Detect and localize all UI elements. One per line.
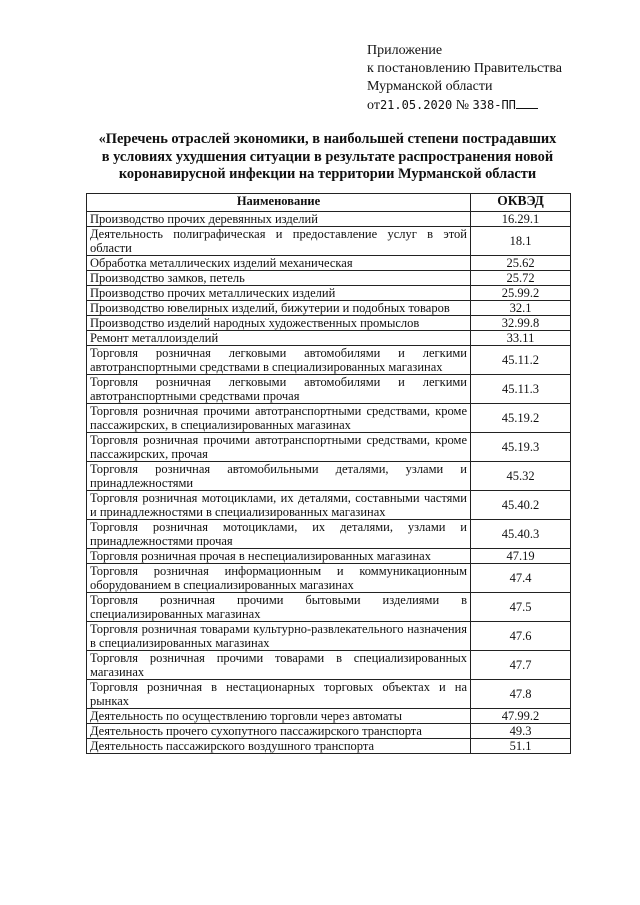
table-header-row <box>87 194 571 212</box>
industry-name: Деятельность прочего сухопутного пассажирского транспорта <box>87 724 471 739</box>
table-row <box>87 564 571 593</box>
appendix-line-3: Мурманской области <box>367 79 493 94</box>
industry-name: Производство прочих деревянных изделий <box>87 212 471 227</box>
industry-name: Торговля розничная прочая в неспециализированных магазинах <box>87 549 471 564</box>
industry-name: Торговля розничная легковыми автомобилями и легкими автотранспортными средствами в специализированных магазинах <box>87 346 471 375</box>
appendix-header <box>367 42 627 115</box>
resolution-date: 21.05.2020 <box>379 98 453 112</box>
industry-name: Торговля розничная мотоциклами, их деталями, составными частями и принадлежностями в специализированных магазинах <box>87 491 471 520</box>
document-title <box>80 131 575 184</box>
table-row <box>87 651 571 680</box>
table-row <box>87 227 571 256</box>
okved-code: 51.1 <box>471 739 571 754</box>
resolution-number: 338-ПП <box>472 98 516 112</box>
okved-code: 25.72 <box>471 271 571 286</box>
okved-code: 45.11.2 <box>471 346 571 375</box>
appendix-line-2: к постановлению Правительства <box>367 61 563 76</box>
okved-code: 45.32 <box>471 462 571 491</box>
industry-name: Торговля розничная мотоциклами, их деталями, узлами и принадлежностями прочая <box>87 520 471 549</box>
okved-code: 47.6 <box>471 622 571 651</box>
table-row <box>87 593 571 622</box>
industry-name: Торговля розничная легковыми автомобилями и легкими автотранспортными средствами прочая <box>87 375 471 404</box>
industry-name: Производство замков, петель <box>87 271 471 286</box>
table-row <box>87 680 571 709</box>
industry-name: Ремонт металлоизделий <box>87 331 471 346</box>
okved-code: 49.3 <box>471 724 571 739</box>
title-line-1: «Перечень отраслей экономики, в наибольшей степени пострадавших <box>98 131 557 147</box>
okved-code: 45.19.2 <box>471 404 571 433</box>
industries-table <box>86 193 571 754</box>
table-row <box>87 462 571 491</box>
okved-code: 47.5 <box>471 593 571 622</box>
industry-name: Торговля розничная автомобильными деталями, узлами и принадлежностями <box>87 462 471 491</box>
table-row <box>87 316 571 331</box>
okved-code: 18.1 <box>471 227 571 256</box>
appendix-line-1: Приложение <box>367 43 443 58</box>
okved-code: 45.40.3 <box>471 520 571 549</box>
table-row <box>87 549 571 564</box>
table-row <box>87 331 571 346</box>
table-row <box>87 346 571 375</box>
industry-name: Деятельность полиграфическая и предоставление услуг в этой области <box>87 227 471 256</box>
okved-code: 45.40.2 <box>471 491 571 520</box>
okved-code: 47.99.2 <box>471 709 571 724</box>
title-line-2: в условиях ухудшения ситуации в результате распространения новой <box>101 148 554 165</box>
signature-underline <box>516 107 538 109</box>
okved-code: 47.8 <box>471 680 571 709</box>
industry-name: Торговля розничная прочими бытовыми изделиями в специализированных магазинах <box>87 593 471 622</box>
okved-code: 16.29.1 <box>471 212 571 227</box>
okved-code: 25.62 <box>471 256 571 271</box>
table-row <box>87 212 571 227</box>
industry-name: Производство изделий народных художественных промыслов <box>87 316 471 331</box>
industry-name: Торговля розничная в нестационарных торговых объектах и на рынках <box>87 680 471 709</box>
industry-name: Торговля розничная товарами культурно-развлекательного назначения в специализированных магазинах <box>87 622 471 651</box>
industry-name: Производство прочих металлических изделий <box>87 286 471 301</box>
okved-code: 47.7 <box>471 651 571 680</box>
okved-code: 32.99.8 <box>471 316 571 331</box>
table-row <box>87 491 571 520</box>
okved-code: 45.11.3 <box>471 375 571 404</box>
industry-name: Обработка металлических изделий механическая <box>87 256 471 271</box>
table-row <box>87 404 571 433</box>
table-row <box>87 724 571 739</box>
industry-name: Торговля розничная прочими автотранспортными средствами, кроме пассажирских, прочая <box>87 433 471 462</box>
table-row <box>87 301 571 316</box>
header-name: Наименование <box>87 194 471 212</box>
okved-code: 45.19.3 <box>471 433 571 462</box>
industry-name: Торговля розничная прочими товарами в специализированных магазинах <box>87 651 471 680</box>
table-row <box>87 286 571 301</box>
industry-name: Торговля розничная информационным и коммуникационным оборудованием в специализированных магазинах <box>87 564 471 593</box>
table-row <box>87 709 571 724</box>
table-row <box>87 375 571 404</box>
number-sign: № <box>455 98 470 113</box>
okved-code: 33.11 <box>471 331 571 346</box>
industry-name: Деятельность пассажирского воздушного транспорта <box>87 739 471 754</box>
okved-code: 25.99.2 <box>471 286 571 301</box>
appendix-date-line <box>367 96 627 115</box>
from-label: от <box>367 98 380 113</box>
table-row <box>87 739 571 754</box>
industry-name: Торговля розничная прочими автотранспортными средствами, кроме пассажирских, в специализированных магазинах <box>87 404 471 433</box>
industry-name: Производство ювелирных изделий, бижутерии и подобных товаров <box>87 301 471 316</box>
table-row <box>87 622 571 651</box>
table-row <box>87 520 571 549</box>
table-row <box>87 256 571 271</box>
title-line-3: коронавирусной инфекции на территории Мурманской области <box>118 166 537 183</box>
okved-code: 32.1 <box>471 301 571 316</box>
table-row <box>87 271 571 286</box>
industry-name: Деятельность по осуществлению торговли через автоматы <box>87 709 471 724</box>
table-row <box>87 433 571 462</box>
okved-code: 47.19 <box>471 549 571 564</box>
okved-code: 47.4 <box>471 564 571 593</box>
header-okved: ОКВЭД <box>471 194 571 212</box>
